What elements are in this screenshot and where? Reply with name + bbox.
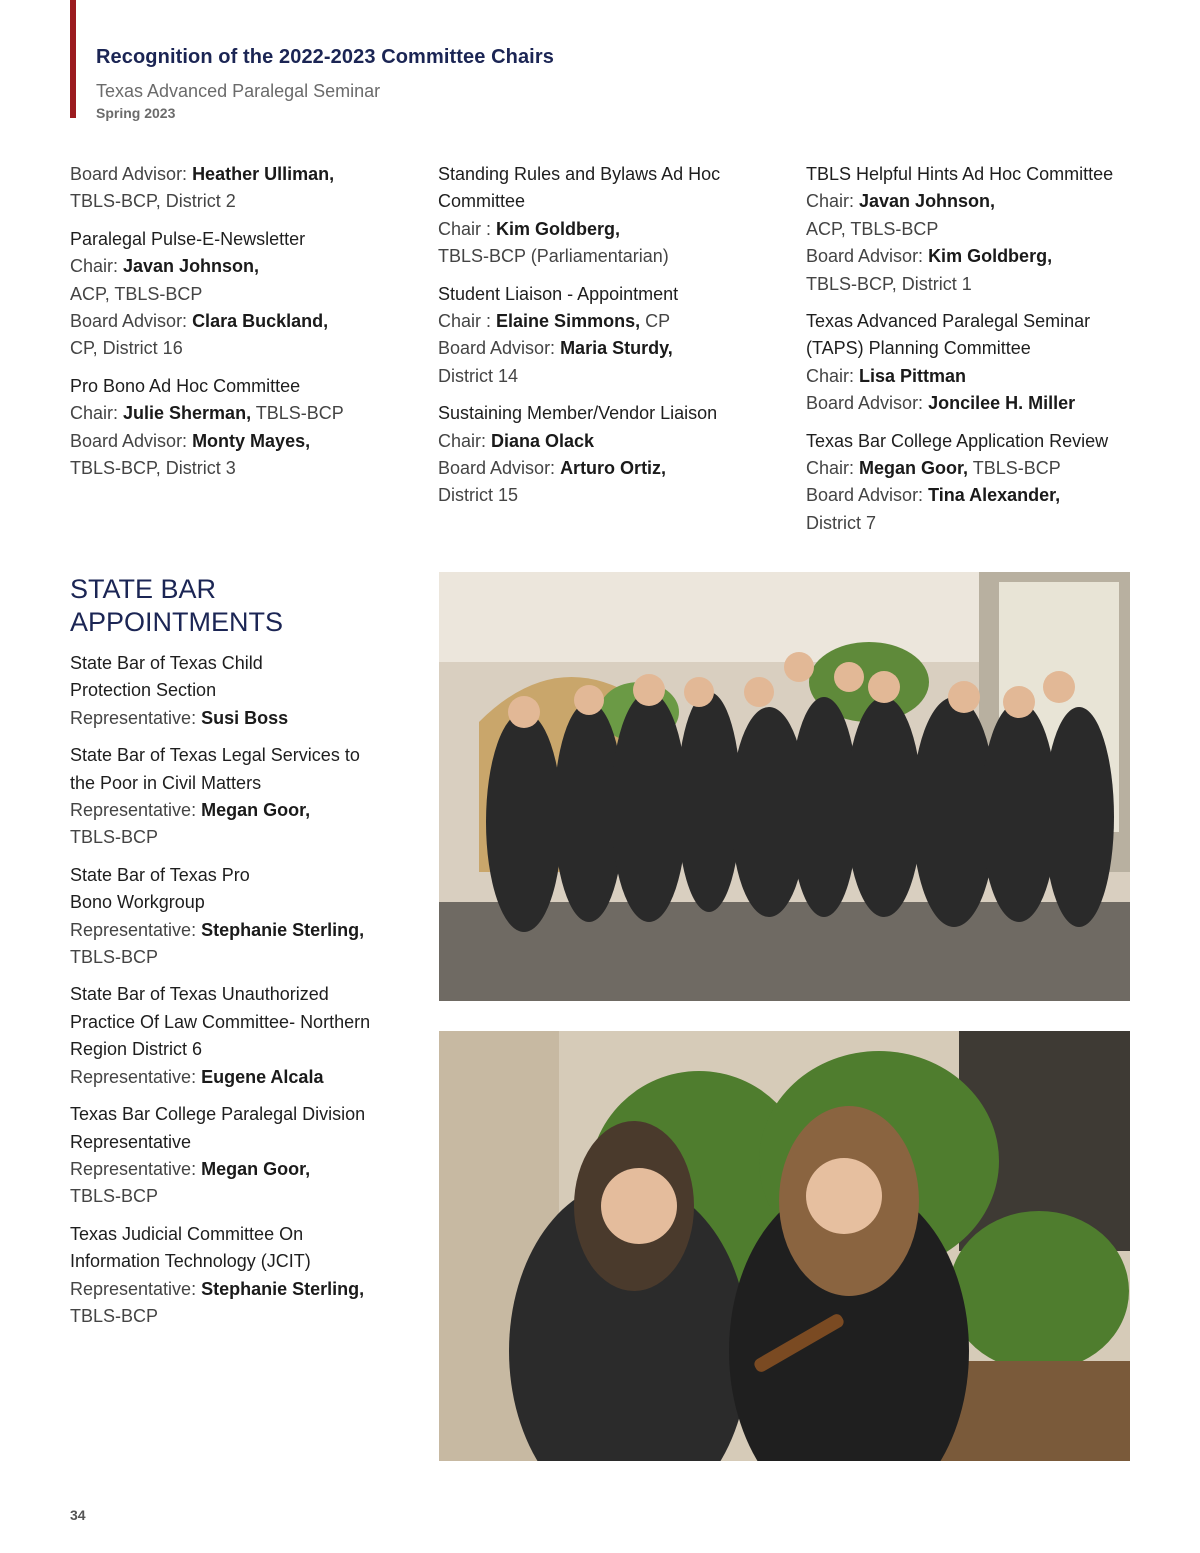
entry-role-label: Chair: — [806, 365, 860, 386]
entry-heading: Committee — [438, 191, 526, 212]
entry-line — [70, 742, 415, 769]
entry-heading: Paralegal Pulse-E-Newsletter — [70, 228, 306, 249]
entry-line — [438, 400, 783, 427]
entry-heading: Texas Judicial Committee On — [70, 1223, 304, 1244]
entry-line — [806, 243, 1146, 270]
entry-role-label: Chair : — [438, 311, 497, 332]
entry-line — [70, 455, 415, 482]
entry-line — [70, 308, 415, 335]
entry-line — [806, 363, 1146, 390]
entry-heading: the Poor in Civil Matters — [70, 772, 262, 793]
committee-entry — [438, 400, 783, 510]
entry-line — [806, 455, 1146, 482]
entry-heading: TBLS Helpful Hints Ad Hoc Committee — [806, 164, 1114, 184]
entry-line — [70, 1101, 415, 1128]
entry-heading: Student Liaison - Appointment — [438, 283, 679, 304]
group-photo — [439, 572, 1130, 1001]
page-subtitle: Texas Advanced Paralegal Seminar — [96, 81, 381, 101]
entry-line — [70, 824, 415, 851]
state-bar-heading — [70, 573, 410, 639]
entry-heading: Region District 6 — [70, 1039, 203, 1060]
entry-role-label: Chair : — [438, 218, 497, 239]
entry-person-name: Maria Sturdy, — [560, 338, 673, 359]
committee-entry — [806, 428, 1146, 538]
entry-line — [70, 281, 415, 308]
entry-role-label: Chair: — [70, 403, 124, 424]
entry-line — [70, 1064, 415, 1091]
entry-line — [70, 889, 415, 916]
committee-column-3 — [806, 161, 1146, 547]
entry-role-label: Representative: — [70, 1278, 202, 1299]
entry-heading: State Bar of Texas Pro — [70, 864, 250, 885]
entry-role-label: Chair: — [438, 430, 492, 451]
state-bar-heading-line2: APPOINTMENTS — [70, 607, 284, 637]
entry-person-name: Diana Olack — [491, 430, 595, 451]
entry-line — [70, 917, 415, 944]
entry-detail: ACP, TBLS-BCP — [70, 283, 203, 304]
entry-line — [438, 428, 783, 455]
entry-role-label: Board Advisor: — [806, 393, 929, 414]
entry-credential: CP — [640, 311, 671, 332]
gavel-handoff-photo-illustration — [439, 1031, 1130, 1461]
gavel-handoff-photo — [439, 1031, 1130, 1461]
entry-role-label: Board Advisor: — [70, 430, 193, 451]
entry-line — [806, 188, 1146, 215]
committee-column-1 — [70, 161, 415, 492]
entry-heading: Bono Workgroup — [70, 892, 205, 913]
entry-line — [70, 677, 415, 704]
entry-person-name: Javan Johnson, — [859, 191, 996, 212]
entry-line — [70, 226, 415, 253]
entry-person-name: Stephanie Sterling, — [201, 1278, 365, 1299]
entry-line — [70, 253, 415, 280]
entry-heading: Sustaining Member/Vendor Liaison — [438, 403, 718, 424]
entry-person-name: Susi Boss — [201, 707, 289, 728]
entry-role-label: Board Advisor: — [806, 485, 929, 506]
entry-role-label: Representative: — [70, 919, 202, 940]
entry-detail: CP, District 16 — [70, 338, 183, 359]
entry-person-name: Julie Sherman, — [123, 403, 252, 424]
committee-entry — [70, 1101, 415, 1211]
entry-line — [70, 400, 415, 427]
entry-line — [70, 428, 415, 455]
entry-role-label: Board Advisor: — [438, 458, 561, 479]
entry-line — [70, 981, 415, 1008]
entry-heading: Representative — [70, 1131, 192, 1152]
entry-person-name: Elaine Simmons, — [496, 311, 641, 332]
entry-person-name: Megan Goor, — [859, 458, 969, 479]
entry-person-name: Kim Goldberg, — [928, 246, 1053, 267]
entry-role-label: Chair: — [70, 256, 124, 277]
entry-line — [438, 335, 783, 362]
committee-entry — [70, 650, 415, 732]
entry-role-label: Board Advisor: — [806, 246, 929, 267]
entry-person-name: Megan Goor, — [201, 800, 311, 821]
committee-entry — [806, 161, 1146, 298]
state-bar-heading-line1: STATE BAR — [70, 574, 217, 604]
entry-line — [70, 1036, 415, 1063]
entry-line — [806, 510, 1146, 537]
entry-heading: Texas Bar College Paralegal Division — [70, 1104, 366, 1125]
entry-person-name: Eugene Alcala — [201, 1066, 324, 1087]
entry-person-name: Clara Buckland, — [192, 311, 329, 332]
group-photo-illustration — [439, 572, 1130, 1001]
page-number: 34 — [70, 1507, 86, 1523]
entry-line — [438, 243, 783, 270]
committee-entry — [70, 862, 415, 972]
committee-entry — [806, 308, 1146, 418]
entry-heading: Texas Bar College Application Review — [806, 430, 1109, 451]
entry-line — [806, 271, 1146, 298]
committee-entry — [70, 226, 415, 363]
entry-line — [438, 281, 783, 308]
entry-heading: Protection Section — [70, 680, 217, 701]
entry-role-label: Chair: — [806, 458, 860, 479]
entry-role-label: Representative: — [70, 707, 202, 728]
entry-line — [70, 1303, 415, 1330]
entry-credential: TBLS-BCP — [968, 458, 1061, 479]
entry-line — [806, 335, 1146, 362]
entry-detail: ACP, TBLS-BCP — [806, 218, 939, 239]
header-accent-bar — [70, 0, 76, 118]
entry-line — [806, 428, 1146, 455]
entry-role-label: Representative: — [70, 800, 202, 821]
entry-detail: TBLS-BCP (Parliamentarian) — [438, 246, 669, 267]
entry-line — [806, 216, 1146, 243]
entry-heading: Practice Of Law Committee- Northern — [70, 1011, 371, 1032]
entry-role-label: Board Advisor: — [70, 311, 193, 332]
entry-person-name: Joncilee H. Miller — [928, 393, 1076, 414]
entry-role-label: Chair: — [806, 191, 860, 212]
entry-line — [70, 1248, 415, 1275]
entry-detail: TBLS-BCP, District 2 — [70, 191, 236, 212]
entry-line — [70, 797, 415, 824]
committee-column-2 — [438, 161, 783, 520]
entry-line — [806, 390, 1146, 417]
entry-detail: TBLS-BCP — [70, 1186, 159, 1207]
entry-line — [70, 161, 415, 188]
entry-detail: TBLS-BCP — [70, 947, 159, 968]
entry-detail: TBLS-BCP — [70, 1305, 159, 1326]
committee-entry — [70, 373, 415, 483]
entry-person-name: Heather Ulliman, — [192, 164, 335, 184]
entry-line — [70, 862, 415, 889]
entry-person-name: Javan Johnson, — [123, 256, 260, 277]
entry-line — [70, 1009, 415, 1036]
entry-heading: Information Technology (JCIT) — [70, 1251, 311, 1272]
committee-entry — [70, 1221, 415, 1331]
page-title: Recognition of the 2022-2023 Committee Chairs — [96, 46, 554, 68]
entry-line — [70, 1183, 415, 1210]
entry-heading: State Bar of Texas Legal Services to — [70, 745, 360, 766]
entry-person-name: Arturo Ortiz, — [560, 458, 667, 479]
entry-role-label: Board Advisor: — [70, 164, 193, 184]
entry-line — [70, 335, 415, 362]
entry-person-name: Lisa Pittman — [859, 365, 967, 386]
entry-line — [70, 188, 415, 215]
entry-detail: District 15 — [438, 485, 519, 506]
entry-line — [806, 308, 1146, 335]
entry-line — [70, 1156, 415, 1183]
entry-heading: State Bar of Texas Child — [70, 653, 263, 673]
entry-line — [70, 770, 415, 797]
entry-line — [438, 188, 783, 215]
entry-detail: TBLS-BCP, District 1 — [806, 273, 972, 294]
entry-line — [70, 1129, 415, 1156]
entry-role-label: Representative: — [70, 1158, 202, 1179]
committee-entry — [438, 161, 783, 271]
entry-person-name: Stephanie Sterling, — [201, 919, 365, 940]
entry-detail: District 14 — [438, 365, 519, 386]
entry-line — [438, 216, 783, 243]
entry-line — [438, 363, 783, 390]
entry-line — [70, 373, 415, 400]
entry-heading: State Bar of Texas Unauthorized — [70, 984, 329, 1005]
entry-line — [806, 482, 1146, 509]
entry-person-name: Megan Goor, — [201, 1158, 311, 1179]
entry-line — [806, 161, 1146, 188]
entry-line — [70, 650, 415, 677]
entry-heading: Texas Advanced Paralegal Seminar — [806, 311, 1091, 332]
committee-entry — [70, 981, 415, 1091]
entry-line — [438, 455, 783, 482]
entry-person-name: Monty Mayes, — [192, 430, 311, 451]
entry-line — [70, 1276, 415, 1303]
state-bar-appointments-list — [70, 650, 415, 1340]
committee-entry — [70, 161, 415, 216]
entry-line — [438, 161, 783, 188]
page-season: Spring 2023 — [96, 105, 176, 121]
entry-heading: (TAPS) Planning Committee — [806, 338, 1031, 359]
entry-heading: Standing Rules and Bylaws Ad Hoc — [438, 164, 721, 184]
entry-detail: TBLS-BCP — [70, 827, 159, 848]
entry-person-name: Tina Alexander, — [928, 485, 1061, 506]
entry-person-name: Kim Goldberg, — [496, 218, 621, 239]
entry-line — [70, 1221, 415, 1248]
committee-entry — [70, 742, 415, 852]
entry-detail: TBLS-BCP, District 3 — [70, 458, 236, 479]
entry-credential: TBLS-BCP — [251, 403, 344, 424]
entry-line — [70, 944, 415, 971]
entry-role-label: Board Advisor: — [438, 338, 561, 359]
entry-line — [438, 308, 783, 335]
entry-line — [438, 482, 783, 509]
entry-role-label: Representative: — [70, 1066, 202, 1087]
entry-line — [70, 705, 415, 732]
entry-heading: Pro Bono Ad Hoc Committee — [70, 375, 301, 396]
committee-entry — [438, 281, 783, 391]
entry-detail: District 7 — [806, 512, 877, 533]
